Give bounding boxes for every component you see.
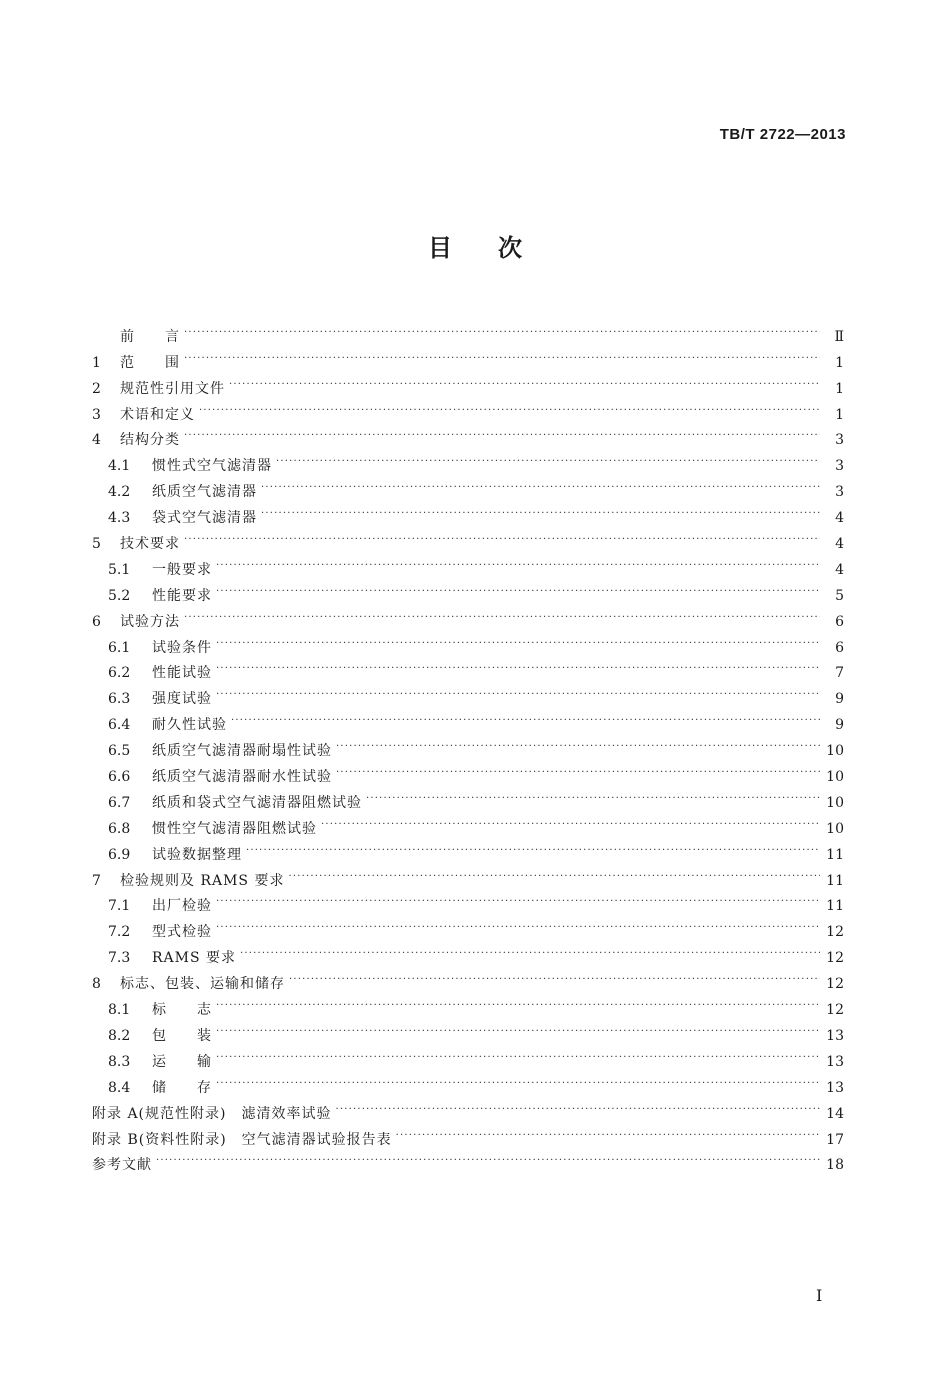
dot-leader bbox=[216, 634, 820, 654]
toc-entry-label: 技术要求 bbox=[120, 536, 180, 553]
toc-entry-page: 12 bbox=[826, 976, 844, 993]
toc-entry[interactable] bbox=[92, 1098, 844, 1124]
toc-entry-number: 3 bbox=[92, 406, 101, 423]
toc-entry-label: 出厂检验 bbox=[152, 898, 212, 915]
dot-leader bbox=[184, 530, 820, 550]
toc-entry-number: 6.5 bbox=[108, 743, 131, 760]
toc-entry-number: 7.3 bbox=[108, 950, 131, 967]
dot-leader bbox=[261, 504, 820, 524]
toc-entry[interactable] bbox=[92, 373, 844, 399]
toc-entry-page: 11 bbox=[826, 872, 844, 889]
toc-entry-number: 6 bbox=[92, 613, 101, 630]
toc-entry-page: 18 bbox=[826, 1157, 844, 1174]
toc-entry-page: 12 bbox=[826, 950, 844, 967]
dot-leader bbox=[216, 1074, 820, 1094]
dot-leader bbox=[336, 737, 820, 757]
toc-entry-page: 10 bbox=[826, 743, 844, 760]
toc-entry-page: 9 bbox=[835, 717, 844, 734]
toc-entry-page: Ⅱ bbox=[834, 328, 844, 345]
dot-leader bbox=[288, 867, 820, 887]
toc-entry[interactable] bbox=[92, 632, 844, 658]
toc-entry-page: 12 bbox=[826, 1002, 844, 1019]
toc-entry-label: 运 输 bbox=[152, 1053, 212, 1070]
toc-entry-page: 10 bbox=[826, 794, 844, 811]
dot-leader bbox=[261, 478, 820, 498]
toc-entry-number: 6.4 bbox=[108, 717, 131, 734]
toc-entry-page: 1 bbox=[835, 406, 844, 423]
toc-entry-label: 强度试验 bbox=[152, 691, 212, 708]
toc-entry-number: 8.2 bbox=[108, 1027, 131, 1044]
dot-leader bbox=[335, 1100, 820, 1120]
toc-entry-page: 11 bbox=[826, 898, 844, 915]
toc-entry-page: 3 bbox=[835, 458, 844, 475]
dot-leader bbox=[396, 1126, 820, 1146]
toc-entry-label: 惯性空气滤清器阻燃试验 bbox=[152, 820, 317, 837]
dot-leader bbox=[184, 349, 820, 369]
toc-entry-label: 前 言 bbox=[120, 328, 180, 345]
toc-entry-label: 惯性式空气滤清器 bbox=[152, 458, 272, 475]
dot-leader bbox=[216, 659, 820, 679]
toc-entry-label: 范 围 bbox=[120, 354, 180, 371]
toc-entry[interactable] bbox=[92, 891, 844, 917]
dot-leader bbox=[216, 996, 820, 1016]
toc-entry-number: 6.6 bbox=[108, 769, 131, 786]
toc-entry[interactable] bbox=[92, 502, 844, 528]
toc-entry-label: 试验数据整理 bbox=[152, 846, 242, 863]
toc-entry-label: 纸质空气滤清器耐水性试验 bbox=[152, 769, 332, 786]
toc-entry-number: 8.4 bbox=[108, 1079, 131, 1096]
toc-entry-number: 6.1 bbox=[108, 639, 131, 656]
toc-entry[interactable] bbox=[92, 580, 844, 606]
toc-entry-number: 6.3 bbox=[108, 691, 131, 708]
toc-entry-page: 13 bbox=[826, 1079, 844, 1096]
toc-entry-page: 12 bbox=[826, 924, 844, 941]
toc-entry-page: 13 bbox=[826, 1053, 844, 1070]
toc-entry[interactable] bbox=[92, 683, 844, 709]
toc-entry-page: 9 bbox=[835, 691, 844, 708]
toc-entry[interactable] bbox=[92, 994, 844, 1020]
dot-leader bbox=[216, 556, 820, 576]
toc-entry[interactable] bbox=[92, 916, 844, 942]
dot-leader bbox=[229, 375, 820, 395]
dot-leader bbox=[276, 452, 820, 472]
toc-entry-label: 性能试验 bbox=[152, 665, 212, 682]
toc-entry-number: 6.7 bbox=[108, 794, 131, 811]
toc-entry-number: 6.9 bbox=[108, 846, 131, 863]
toc-entry[interactable] bbox=[92, 1020, 844, 1046]
toc-entry[interactable] bbox=[92, 425, 844, 451]
toc-entry[interactable] bbox=[92, 839, 844, 865]
toc-entry-label: 纸质和袋式空气滤清器阻燃试验 bbox=[152, 794, 362, 811]
toc-entry-number: 6.2 bbox=[108, 665, 131, 682]
toc-entry-label: 试验方法 bbox=[120, 613, 180, 630]
toc-entry[interactable] bbox=[92, 554, 844, 580]
toc-entry[interactable] bbox=[92, 761, 844, 787]
toc-entry-label: 检验规则及 RAMS 要求 bbox=[120, 872, 285, 889]
toc-entry-label: 结构分类 bbox=[120, 432, 180, 449]
toc-entry-number: 5 bbox=[92, 536, 101, 553]
toc-entry-number: 8.3 bbox=[108, 1053, 131, 1070]
toc-entry[interactable] bbox=[92, 968, 844, 994]
toc-entry[interactable] bbox=[92, 347, 844, 373]
toc-entry-label: 耐久性试验 bbox=[152, 717, 227, 734]
toc-entry-page: 4 bbox=[835, 561, 844, 578]
toc-entry[interactable] bbox=[92, 1124, 844, 1150]
toc-entry-label: 型式检验 bbox=[152, 924, 212, 941]
toc-entry-label: 纸质空气滤清器 bbox=[152, 484, 257, 501]
dot-leader bbox=[216, 685, 820, 705]
toc-entry-label: 附录 A(规范性附录) 滤清效率试验 bbox=[92, 1105, 332, 1122]
toc-entry-label: 储 存 bbox=[152, 1079, 212, 1096]
toc-entry[interactable] bbox=[92, 1072, 844, 1098]
toc-entry[interactable] bbox=[92, 1046, 844, 1072]
toc-entry-label: 参考文献 bbox=[92, 1157, 152, 1174]
toc-entry-page: 6 bbox=[835, 613, 844, 630]
dot-leader bbox=[184, 608, 820, 628]
toc-entry-label: 性能要求 bbox=[152, 587, 212, 604]
dot-leader bbox=[289, 970, 820, 990]
toc-entry-number: 8 bbox=[92, 976, 101, 993]
toc-entry[interactable] bbox=[92, 787, 844, 813]
toc-entry-number: 2 bbox=[92, 380, 101, 397]
toc-entry-number: 7 bbox=[92, 872, 101, 889]
dot-leader bbox=[240, 944, 820, 964]
standard-number: TB/T 2722—2013 bbox=[719, 126, 846, 143]
dot-leader bbox=[184, 323, 820, 343]
toc-entry-number: 4.3 bbox=[108, 510, 131, 527]
toc-entry-number: 4.2 bbox=[108, 484, 131, 501]
toc-entry-page: 1 bbox=[835, 354, 844, 371]
toc-entry-page: 1 bbox=[835, 380, 844, 397]
toc-entry-label: 术语和定义 bbox=[120, 406, 195, 423]
toc-entry-number: 6.8 bbox=[108, 820, 131, 837]
dot-leader bbox=[216, 892, 820, 912]
toc-entry[interactable] bbox=[92, 606, 844, 632]
toc-entry-page: 13 bbox=[826, 1027, 844, 1044]
toc-entry[interactable] bbox=[92, 658, 844, 684]
dot-leader bbox=[156, 1151, 820, 1171]
toc-entry-label: RAMS 要求 bbox=[152, 950, 237, 967]
dot-leader bbox=[321, 815, 820, 835]
toc-entry-label: 标志、包装、运输和储存 bbox=[120, 976, 285, 993]
toc-entry[interactable] bbox=[92, 321, 844, 347]
toc-entry[interactable] bbox=[92, 709, 844, 735]
table-of-contents bbox=[92, 321, 844, 1175]
toc-entry-page: 3 bbox=[835, 484, 844, 501]
page-number: Ⅰ bbox=[816, 1286, 823, 1305]
toc-entry-label: 纸质空气滤清器耐塌性试验 bbox=[152, 743, 332, 760]
toc-entry-page: 6 bbox=[835, 639, 844, 656]
toc-entry-page: 5 bbox=[835, 587, 844, 604]
dot-leader bbox=[216, 1022, 820, 1042]
dot-leader bbox=[199, 401, 820, 421]
toc-entry-number: 4 bbox=[92, 432, 101, 449]
toc-entry[interactable] bbox=[92, 1150, 844, 1176]
toc-entry-page: 3 bbox=[835, 432, 844, 449]
toc-entry-page: 14 bbox=[826, 1105, 844, 1122]
toc-entry-label: 附录 B(资料性附录) 空气滤清器试验报告表 bbox=[92, 1131, 392, 1148]
toc-entry-page: 4 bbox=[835, 536, 844, 553]
toc-entry-number: 7.1 bbox=[108, 898, 131, 915]
toc-entry-label: 一般要求 bbox=[152, 561, 212, 578]
dot-leader bbox=[366, 789, 820, 809]
toc-entry-label: 标 志 bbox=[152, 1002, 212, 1019]
toc-entry[interactable] bbox=[92, 528, 844, 554]
toc-entry[interactable] bbox=[92, 476, 844, 502]
toc-entry-label: 试验条件 bbox=[152, 639, 212, 656]
toc-entry-label: 包 装 bbox=[152, 1027, 212, 1044]
toc-entry-number: 8.1 bbox=[108, 1002, 131, 1019]
toc-entry-page: 17 bbox=[826, 1131, 844, 1148]
toc-entry-number: 1 bbox=[92, 354, 101, 371]
page-title: 目次 bbox=[428, 233, 568, 262]
toc-entry-label: 规范性引用文件 bbox=[120, 380, 225, 397]
toc-entry[interactable] bbox=[92, 399, 844, 425]
toc-entry-label: 袋式空气滤清器 bbox=[152, 510, 257, 527]
toc-entry[interactable] bbox=[92, 450, 844, 476]
toc-entry[interactable] bbox=[92, 942, 844, 968]
dot-leader bbox=[216, 918, 820, 938]
toc-entry-page: 10 bbox=[826, 769, 844, 786]
toc-entry-page: 11 bbox=[826, 846, 844, 863]
toc-entry-page: 10 bbox=[826, 820, 844, 837]
toc-entry[interactable] bbox=[92, 813, 844, 839]
dot-leader bbox=[231, 711, 820, 731]
toc-entry-number: 5.2 bbox=[108, 587, 131, 604]
toc-entry-number: 7.2 bbox=[108, 924, 131, 941]
dot-leader bbox=[184, 426, 820, 446]
dot-leader bbox=[216, 582, 820, 602]
toc-entry-number: 4.1 bbox=[108, 458, 131, 475]
dot-leader bbox=[216, 1048, 820, 1068]
dot-leader bbox=[246, 841, 820, 861]
toc-entry-number: 5.1 bbox=[108, 561, 131, 578]
toc-entry-page: 4 bbox=[835, 510, 844, 527]
toc-entry[interactable] bbox=[92, 735, 844, 761]
toc-entry-page: 7 bbox=[835, 665, 844, 682]
toc-entry[interactable] bbox=[92, 865, 844, 891]
dot-leader bbox=[336, 763, 820, 783]
